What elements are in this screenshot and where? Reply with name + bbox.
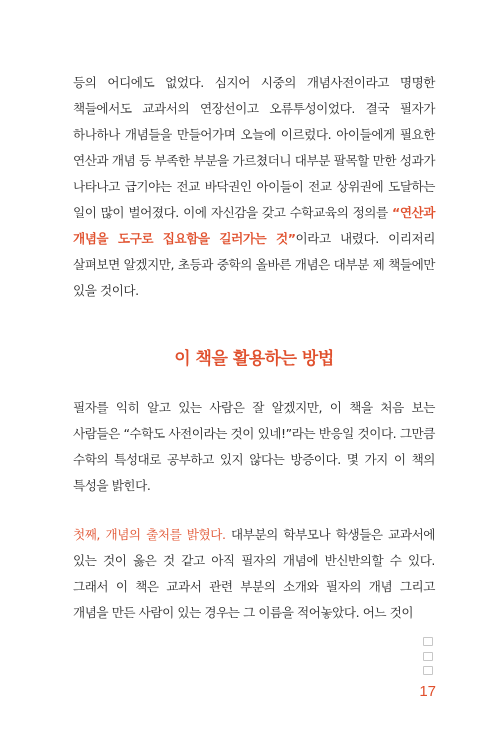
intro-text-end: 이라고 내렸다. 이리저리 살펴보면 알겠지만, 초등과 중학의 올바른 개념은 대부분 제 책들에만 있을 것이다.	[73, 231, 435, 298]
side-tab-square	[423, 637, 433, 646]
first-feature-text: 대부분의 학부모나 학생들은 교과서에 있는 것이 옳은 것 같고 아직 필자의 개념에 반신반의할 수 있다. 그래서 이 책은 교과서 관련 부분의 소개와 필자의 개념 그리고 개념을 만든 사람이 있는 경우는 그 이름을 적어놓았다. 어느 것이	[73, 527, 435, 620]
usage-intro-paragraph: 필자를 익히 알고 있는 사람은 잘 알겠지만, 이 책을 처음 보는 사람들은 “수학도 사전이라는 것이 있네!”라는 반응일 것이다. 그만큼 수학의 특성대로 공부하고 있지 않다는 방증이다. 몇 가지 이 책의 특성을 밝힌다.	[73, 400, 435, 493]
first-feature-heading: 첫째, 개념의 출처를 밝혔다.	[73, 527, 226, 542]
side-tab-square	[423, 666, 433, 675]
first-feature-paragraph	[73, 522, 435, 626]
math-education-definition: “연산과 개념을 도구로 집요함을 길러가는 것”	[73, 205, 435, 246]
intro-text-start: 등의 어디에도 없었다. 심지어 시중의 개념사전이라고 명명한 책들에서도 교과서의 연장선이고 오류투성이었다. 결국 필자가 하나하나 개념들을 만들어가며 오늘에 이르렀다. 아이들에게 필요한 연산과 개념 등 부족한 부분을 가르쳤더니 대부분 팔목할 만한 성과가 나타나고 급기야는 전교 바닥권인 아이들이 전교 상위권에 도달하는 일이 많이 벌어졌다. 이에 자신감을 갖고 수학교육의 정의를	[73, 75, 435, 220]
side-tab-mark	[422, 637, 434, 675]
intro-paragraph	[73, 70, 435, 304]
page-number: 17	[419, 683, 436, 700]
section-title: 이 책을 활용하는 방법	[174, 349, 334, 369]
side-tab-square	[423, 652, 433, 661]
